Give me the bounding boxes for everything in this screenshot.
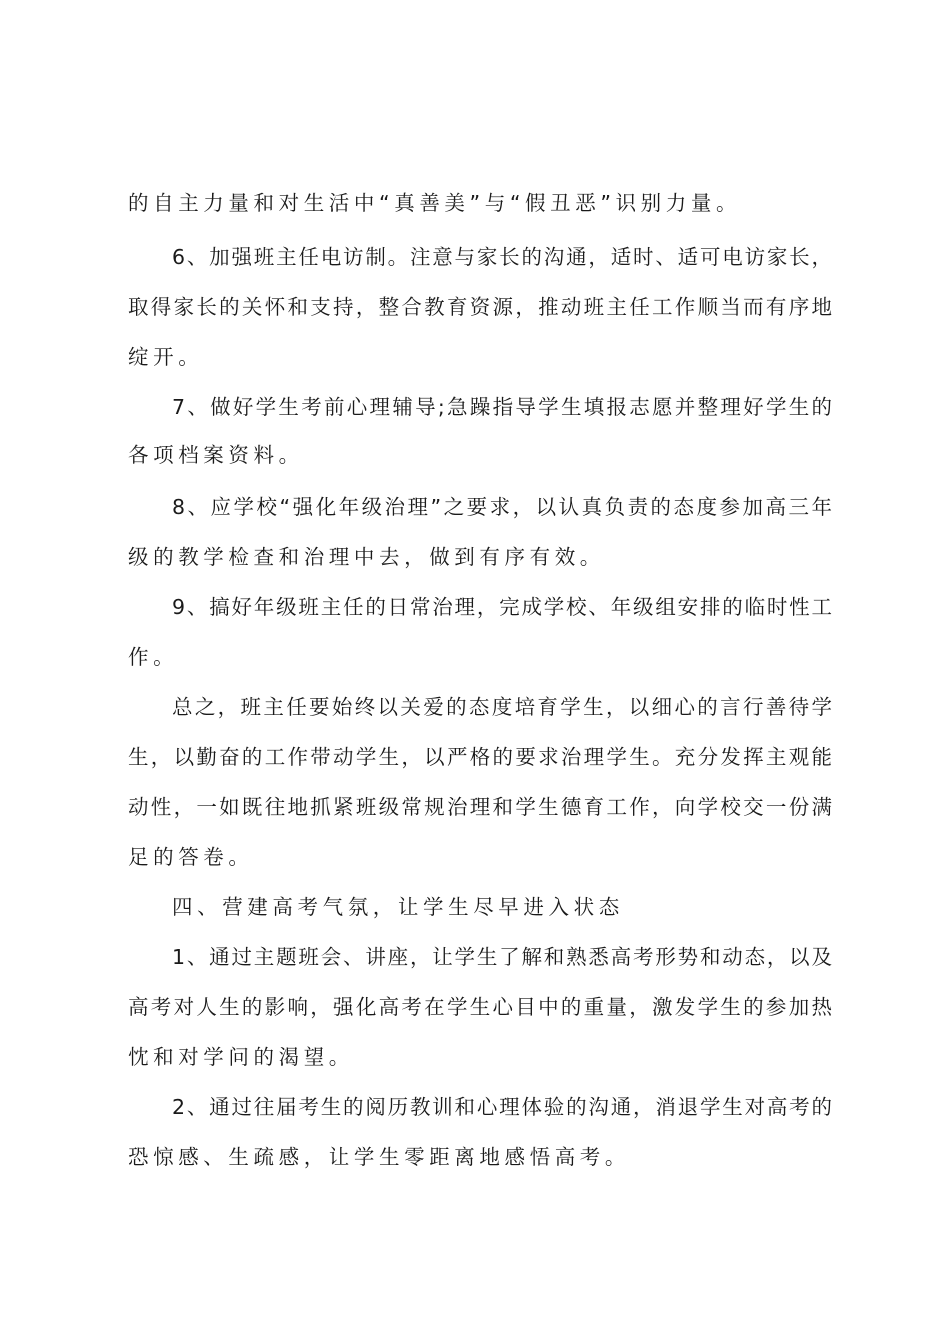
paragraph-line: 的自主力量和对生活中“真善美”与“假丑恶”识别力量。 [128, 191, 742, 215]
paragraph-line: 忱和对学问的渴望。 [128, 1045, 354, 1069]
paragraph-line: 绽开。 [128, 345, 204, 369]
section-heading: 四、营建高考气氛，让学生尽早进入状态 [172, 895, 624, 919]
paragraph-line: 7、做好学生考前心理辅导;急躁指导学生填报志愿并整理好学生的 [172, 395, 832, 419]
paragraph-line: 1、通过主题班会、讲座，让学生了解和熟悉高考形势和动态，以及 [172, 945, 832, 969]
paragraph-line: 作。 [128, 645, 179, 669]
paragraph-line: 6、加强班主任电访制。注意与家长的沟通，适时、适可电访家长， [172, 245, 832, 269]
paragraph-line: 2、通过往届考生的阅历教训和心理体验的沟通，消退学生对高考的 [172, 1095, 832, 1119]
paragraph-line: 9、搞好年级班主任的日常治理，完成学校、年级组安排的临时性工 [172, 595, 832, 619]
paragraph-line: 总之，班主任要始终以关爱的态度培育学生，以细心的言行善待学 [172, 695, 832, 719]
paragraph-line: 8、应学校“强化年级治理”之要求，以认真负责的态度参加高三年 [172, 495, 832, 519]
paragraph-line: 取得家长的关怀和支持，整合教育资源，推动班主任工作顺当而有序地 [128, 295, 832, 319]
paragraph-line: 足的答卷。 [128, 845, 254, 869]
paragraph-line: 高考对人生的影响，强化高考在学生心目中的重量，激发学生的参加热 [128, 995, 832, 1019]
paragraph-line: 动性，一如既往地抓紧班级常规治理和学生德育工作，向学校交一份满 [128, 795, 832, 819]
paragraph-line: 恐惊感、生疏感，让学生零距离地感悟高考。 [128, 1145, 630, 1169]
paragraph-line: 生，以勤奋的工作带动学生，以严格的要求治理学生。充分发挥主观能 [128, 745, 832, 769]
paragraph-line: 级的教学检查和治理中去，做到有序有效。 [128, 545, 605, 569]
paragraph-line: 各项档案资料。 [128, 443, 304, 467]
